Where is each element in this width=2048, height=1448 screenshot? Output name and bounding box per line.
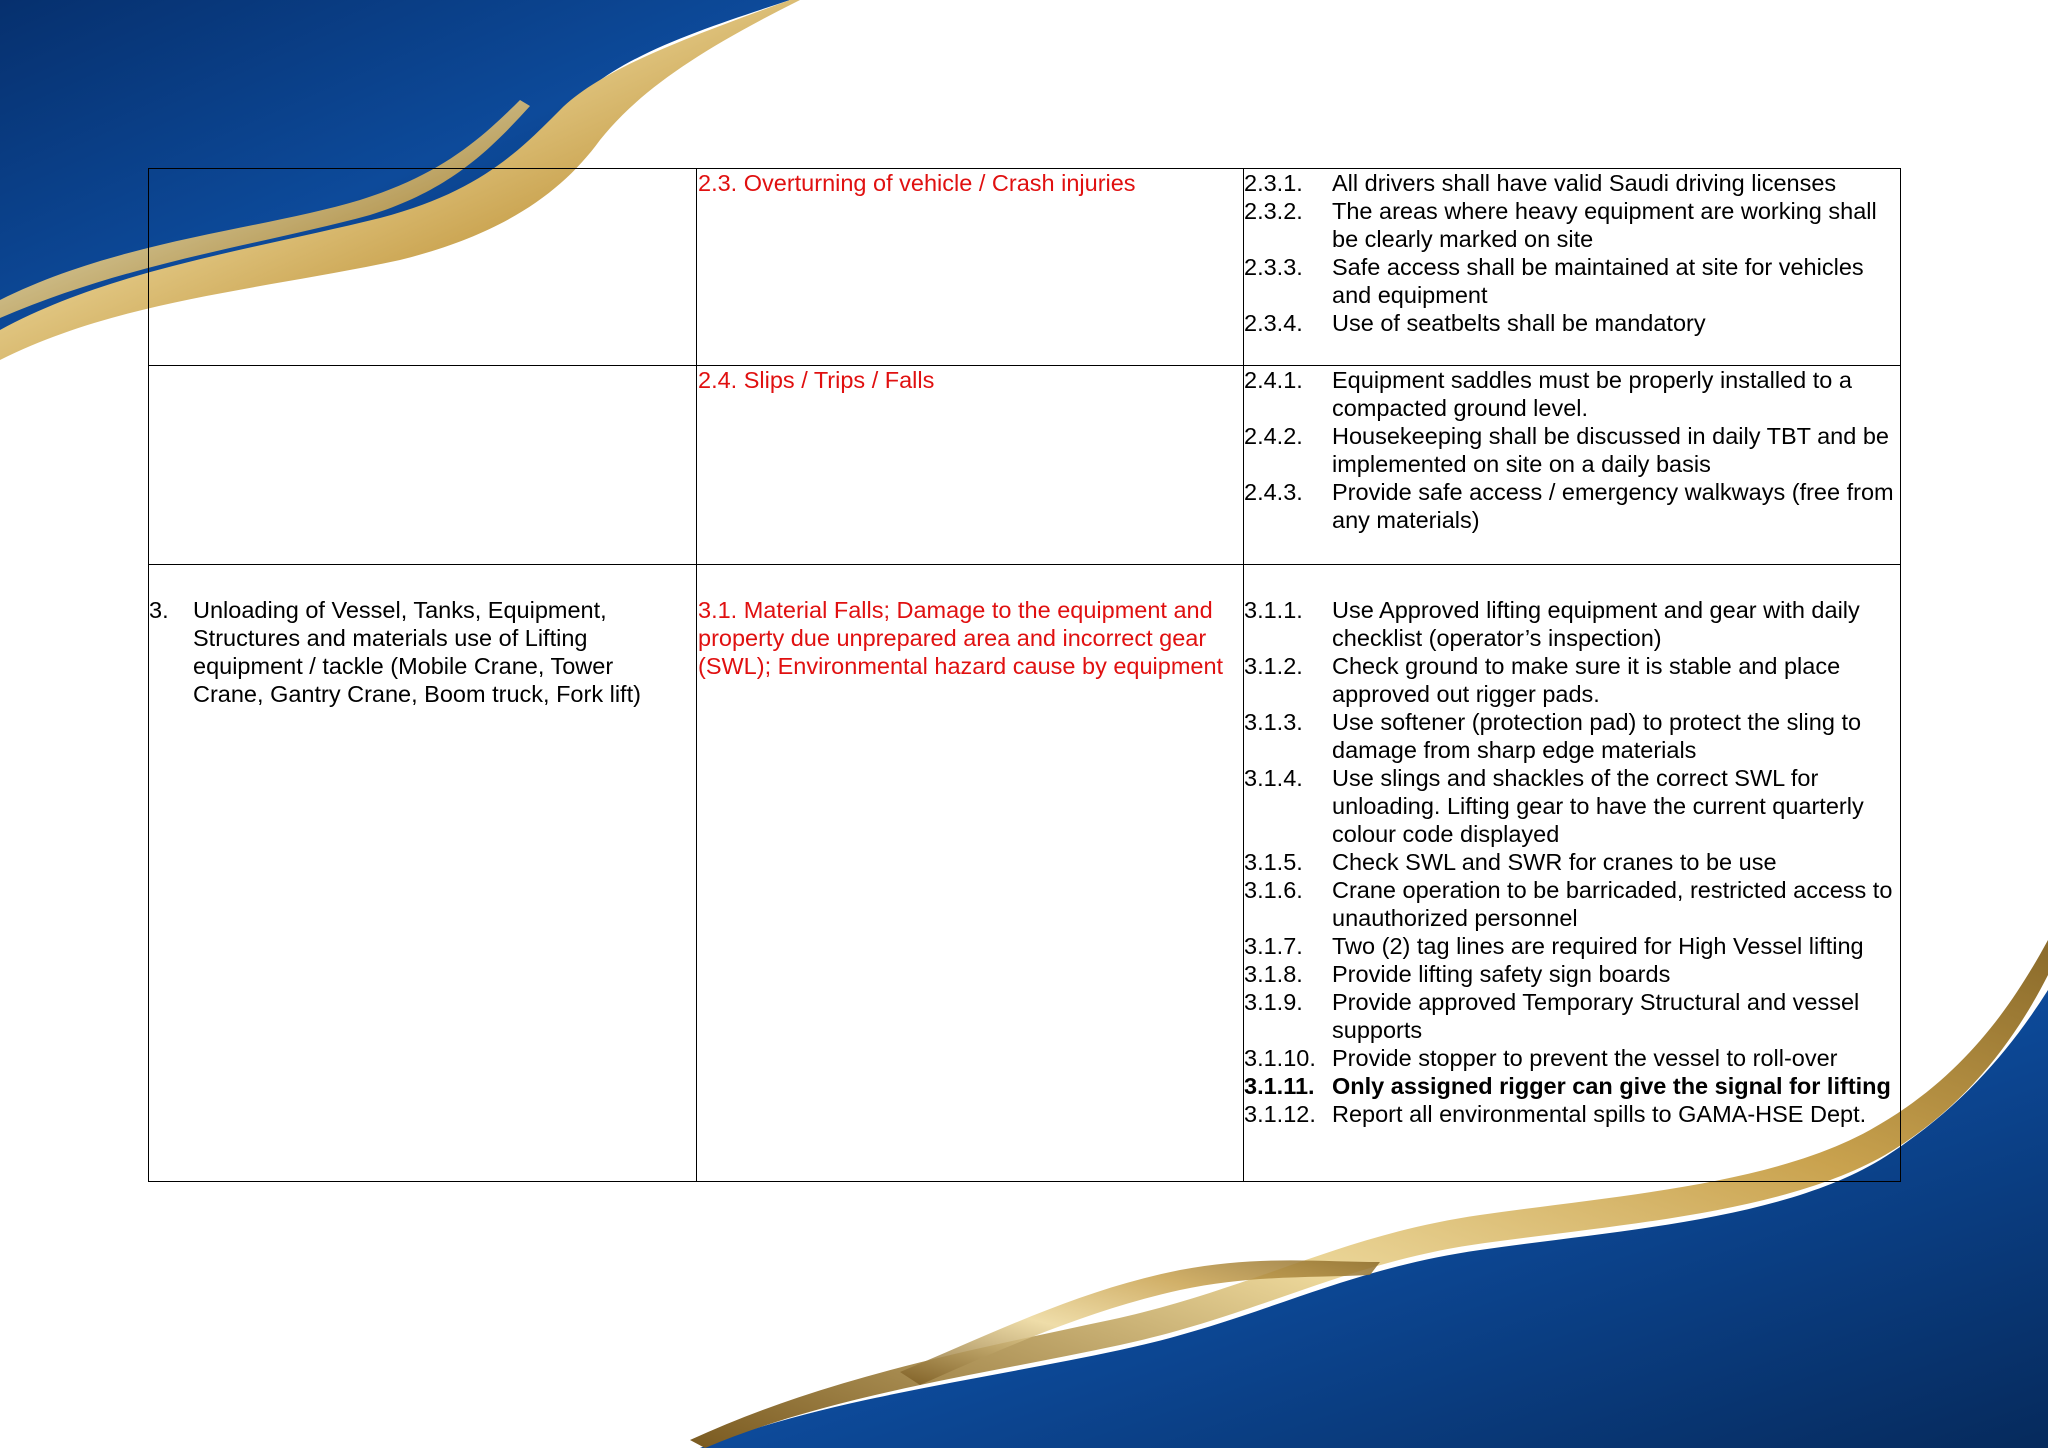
control-number: 3.1.3. — [1244, 708, 1303, 735]
control-text: Use of seatbelts shall be mandatory — [1332, 310, 1706, 336]
control-number: 2.3.2. — [1244, 198, 1303, 224]
control-item — [1244, 708, 1900, 764]
control-number: 2.3.4. — [1244, 310, 1303, 336]
control-item — [1244, 197, 1900, 253]
risk-assessment-table — [148, 168, 1901, 1182]
controls-cell — [1244, 564, 1901, 1181]
activity-cell — [149, 169, 697, 366]
control-number: 2.4.1. — [1244, 367, 1303, 394]
activity-cell — [149, 366, 697, 564]
control-text: Safe access shall be maintained at site for vehicles and equipment — [1332, 254, 1864, 308]
hazard-cell — [697, 366, 1244, 564]
activity-cell — [149, 564, 697, 1181]
control-number: 3.1.5. — [1244, 848, 1303, 875]
control-item — [1244, 596, 1900, 652]
control-text: Housekeeping shall be discussed in daily TBT and be implemented on site on a daily basis — [1332, 423, 1889, 478]
control-number: 3.1.11. — [1244, 1072, 1315, 1099]
hazard-cell — [697, 169, 1244, 366]
control-text: Use softener (protection pad) to protect the sling to damage from sharp edge materials — [1332, 708, 1862, 763]
control-item — [1244, 478, 1900, 534]
hazard-text: 3.1. Material Falls; Damage to the equipment and property due unprepared area and incorrect gear (SWL); Environmental hazard cause by equipment — [698, 596, 1224, 679]
activity-text — [149, 596, 696, 708]
control-number: 2.4.3. — [1244, 479, 1303, 506]
control-item — [1244, 309, 1900, 337]
control-text: Only assigned rigger can give the signal for lifting — [1332, 1072, 1891, 1099]
control-number: 2.3.1. — [1244, 170, 1303, 196]
control-number: 3.1.7. — [1244, 932, 1303, 959]
control-item — [1244, 960, 1900, 988]
controls-cell — [1244, 169, 1901, 366]
control-item — [1244, 1100, 1900, 1128]
control-number: 3.1.1. — [1244, 596, 1303, 623]
control-text: Equipment saddles must be properly installed to a compacted ground level. — [1332, 367, 1852, 422]
control-number: 3.1.10. — [1244, 1044, 1316, 1071]
control-number: 3.1.4. — [1244, 764, 1303, 791]
control-item — [1244, 169, 1900, 197]
control-item — [1244, 366, 1900, 422]
control-item — [1244, 422, 1900, 478]
control-item — [1244, 848, 1900, 876]
control-number: 3.1.8. — [1244, 960, 1303, 987]
control-text: Report all environmental spills to GAMA-HSE Dept. — [1332, 1100, 1867, 1127]
hazard-text: 2.3. Overturning of vehicle / Crash injuries — [698, 170, 1136, 196]
activity-number: 3. — [149, 596, 169, 623]
table-row — [149, 564, 1901, 1181]
control-item-emphasized — [1244, 1072, 1900, 1100]
control-text: Crane operation to be barricaded, restricted access to unauthorized personnel — [1332, 876, 1893, 931]
control-item — [1244, 764, 1900, 848]
control-text: The areas where heavy equipment are working shall be clearly marked on site — [1332, 198, 1877, 252]
control-text: Two (2) tag lines are required for High Vessel lifting — [1332, 932, 1864, 959]
control-text: Provide stopper to prevent the vessel to roll-over — [1332, 1044, 1838, 1071]
hazard-cell — [697, 564, 1244, 1181]
control-item — [1244, 253, 1900, 309]
control-text: Check ground to make sure it is stable and place approved out rigger pads. — [1332, 652, 1841, 707]
control-text: Use slings and shackles of the correct SWL for unloading. Lifting gear to have the current quarterly colour code displayed — [1332, 764, 1864, 847]
activity-description: Unloading of Vessel, Tanks, Equipment, Structures and materials use of Lifting equipment / tackle (Mobile Crane, Tower Crane, Gantry Crane, Boom truck, Fork lift) — [193, 596, 641, 707]
control-text: All drivers shall have valid Saudi driving licenses — [1332, 170, 1837, 196]
control-number: 3.1.2. — [1244, 652, 1303, 679]
control-text: Check SWL and SWR for cranes to be use — [1332, 848, 1777, 875]
control-number: 2.3.3. — [1244, 254, 1303, 280]
control-item — [1244, 932, 1900, 960]
control-text: Provide safe access / emergency walkways (free from any materials) — [1332, 479, 1894, 534]
control-text: Provide lifting safety sign boards — [1332, 960, 1671, 987]
control-item — [1244, 652, 1900, 708]
control-number: 3.1.12. — [1244, 1100, 1316, 1127]
control-text: Provide approved Temporary Structural and vessel supports — [1332, 988, 1860, 1043]
control-item — [1244, 1044, 1900, 1072]
control-number: 3.1.9. — [1244, 988, 1303, 1015]
control-item — [1244, 988, 1900, 1044]
control-text: Use Approved lifting equipment and gear with daily checklist (operator’s inspection) — [1332, 596, 1860, 651]
table-row — [149, 169, 1901, 366]
control-number: 2.4.2. — [1244, 423, 1303, 450]
control-item — [1244, 876, 1900, 932]
hazard-text: 2.4. Slips / Trips / Falls — [698, 367, 935, 394]
control-number: 3.1.6. — [1244, 876, 1303, 903]
controls-cell — [1244, 366, 1901, 564]
table-row — [149, 366, 1901, 564]
